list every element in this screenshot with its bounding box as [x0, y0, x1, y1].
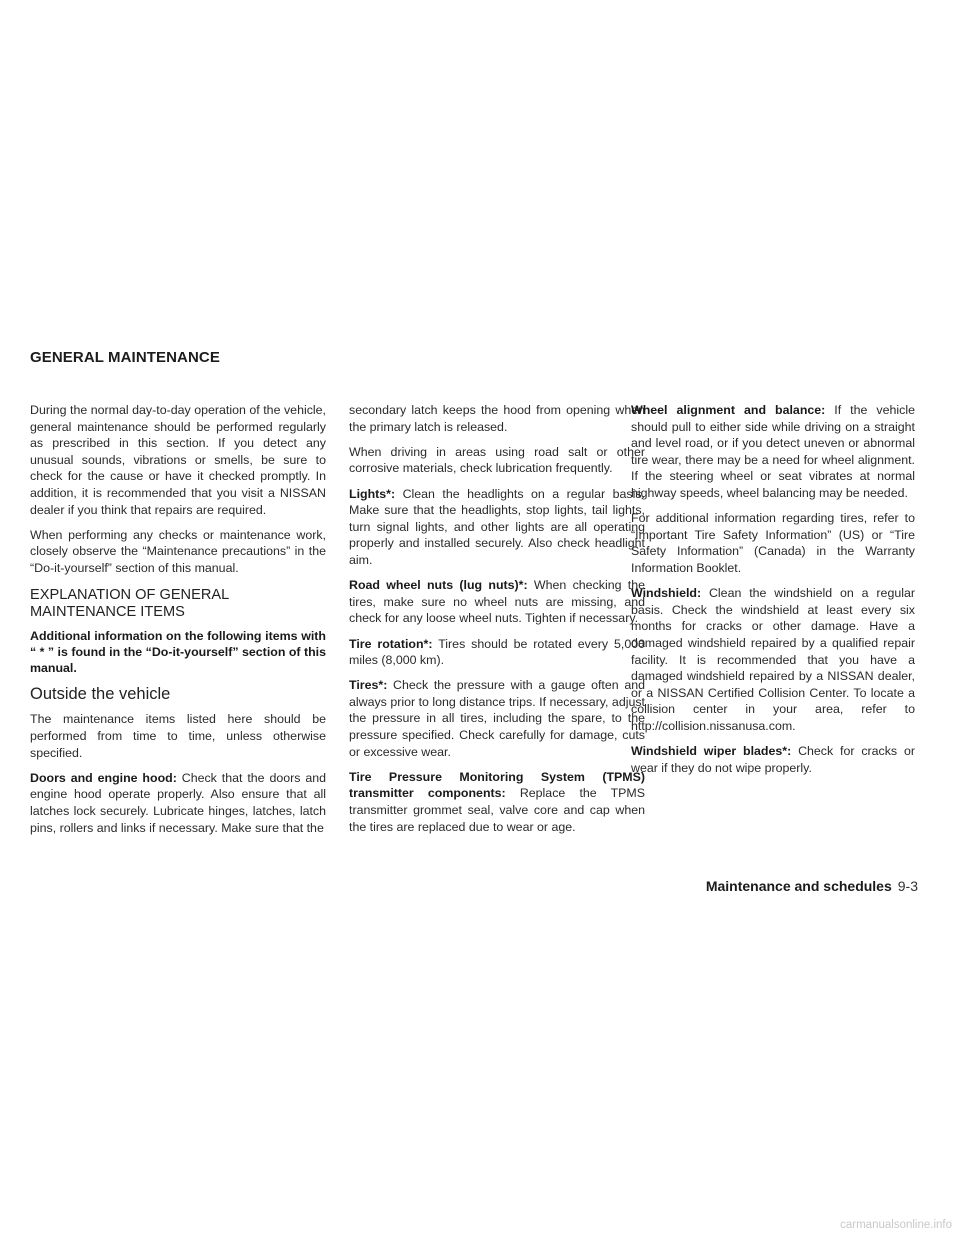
tpms-text: Replace the TPMS transmitter grommet seal, valve core and cap when the tires are replaced due to wear or age.: [349, 786, 646, 834]
additional-info-paragraph: For additional information regarding tires, refer to “Important Tire Safety Information” (US) or “Tire Safety Information” (Canada) in the Warranty Information Booklet.: [631, 511, 915, 575]
wheel-nuts-text: When checking the tires, make sure no wheel nuts are missing, and check for any loose wheel nuts. Tighten if necessary.: [349, 578, 645, 626]
watermark: carmanualsonline.info: [840, 1219, 952, 1231]
lights-paragraph: [349, 486, 645, 569]
tire-rotation-label: Tire rotation*:: [349, 636, 433, 651]
outside-intro-paragraph: The maintenance items listed here should be performed from time to time, unless otherwise specified.: [30, 712, 326, 760]
alignment-label: Wheel alignment and balance:: [631, 403, 826, 417]
do-it-yourself-note: Additional information on the following items with “ * ” is found in the “Do-it-yourself” section of this manual.: [30, 628, 327, 676]
column-3: [631, 402, 915, 785]
doors-continued-paragraph: secondary latch keeps the hood from opening when the primary latch is released.: [349, 403, 645, 434]
wiper-blades-paragraph: [631, 743, 915, 776]
column-2: [349, 402, 645, 844]
doors-text: Check that the doors and engine hood operate properly. Also ensure that all latches lock securely. Lubricate hinges, latches, latch pins, rollers and links if necessary. Make sure that the: [30, 770, 326, 835]
tire-rotation-paragraph: [349, 636, 645, 669]
precautions-paragraph: When performing any checks or maintenance work, closely observe the “Maintenance precautions” in the “Do-it-yourself” section of this manual.: [30, 527, 326, 575]
wiper-blades-label: Windshield wiper blades*:: [631, 744, 792, 759]
section-heading: EXPLANATION OF GENERAL MAINTENANCE ITEMS: [30, 586, 229, 621]
wiper-blades-text: Check for cracks or wear if they do not wipe properly.: [631, 744, 915, 775]
alignment-text: If the vehicle should pull to either side while driving on a straight and level road, or if you detect uneven or abnormal tire wear, there may be a need for wheel alignment. If the steering wheel or seat vibrates at normal highway speeds, wheel balancing may be needed.: [631, 403, 915, 500]
doors-paragraph: [30, 770, 326, 836]
lights-text: Clean the headlights on a regular basis. Make sure that the headlights, stop lights, tail lights, turn signal lights, and other lights are all operating properly and installed securely. Also check headlight aim.: [349, 486, 645, 567]
page-title: GENERAL MAINTENANCE: [30, 349, 220, 366]
windshield-paragraph: [631, 585, 915, 734]
intro-paragraph: During the normal day-to-day operation of the vehicle, general maintenance should be performed regularly as prescribed in this section. If you detect any unusual sounds, vibrations or smells, be sure to check for the cause or have it checked promptly. In addition, it is recommended that you visit a NISSAN dealer if you think that repairs are required.: [30, 403, 326, 517]
alignment-paragraph: [631, 402, 915, 502]
tpms-paragraph: [349, 769, 645, 835]
lights-label: Lights*:: [349, 486, 396, 501]
column-1: [30, 402, 326, 845]
tpms-label: Tire Pressure Monitoring System (TPMS) transmitter components:: [349, 769, 645, 801]
subsection-heading: Outside the vehicle: [30, 685, 171, 704]
footer-page-number: 9-3: [897, 878, 918, 894]
windshield-text: Clean the windshield on a regular basis. Check the windshield at least every six months for cracks or other damage. Have a damaged windshield repaired by a qualified repair facility. It is recommended that you have a damaged windshield repaired by a NISSAN dealer, or a NISSAN Certified Collision Center. To locate a collision center in your area, refer to http://collision.nissanusa.com.: [631, 586, 915, 733]
page-footer: [678, 878, 918, 894]
doors-label: Doors and engine hood:: [30, 770, 177, 785]
footer-chapter-title: Maintenance and schedules: [705, 878, 892, 894]
tires-text: Check the pressure with a gauge often and always prior to long distance trips. If necessary, adjust the pressure in all tires, including the spare, to the pressure specified. Check carefully for damage, cuts or excessive wear.: [349, 678, 645, 759]
tire-rotation-text: Tires should be rotated every 5,000 miles (8,000 km).: [349, 636, 646, 668]
windshield-label: Windshield:: [631, 586, 702, 601]
tires-label: Tires*:: [349, 678, 388, 693]
wheel-nuts-paragraph: [349, 577, 645, 627]
tires-paragraph: [349, 677, 645, 760]
road-salt-paragraph: When driving in areas using road salt or other corrosive materials, check lubrication frequently.: [349, 444, 645, 476]
wheel-nuts-label: Road wheel nuts (lug nuts)*:: [349, 578, 528, 593]
